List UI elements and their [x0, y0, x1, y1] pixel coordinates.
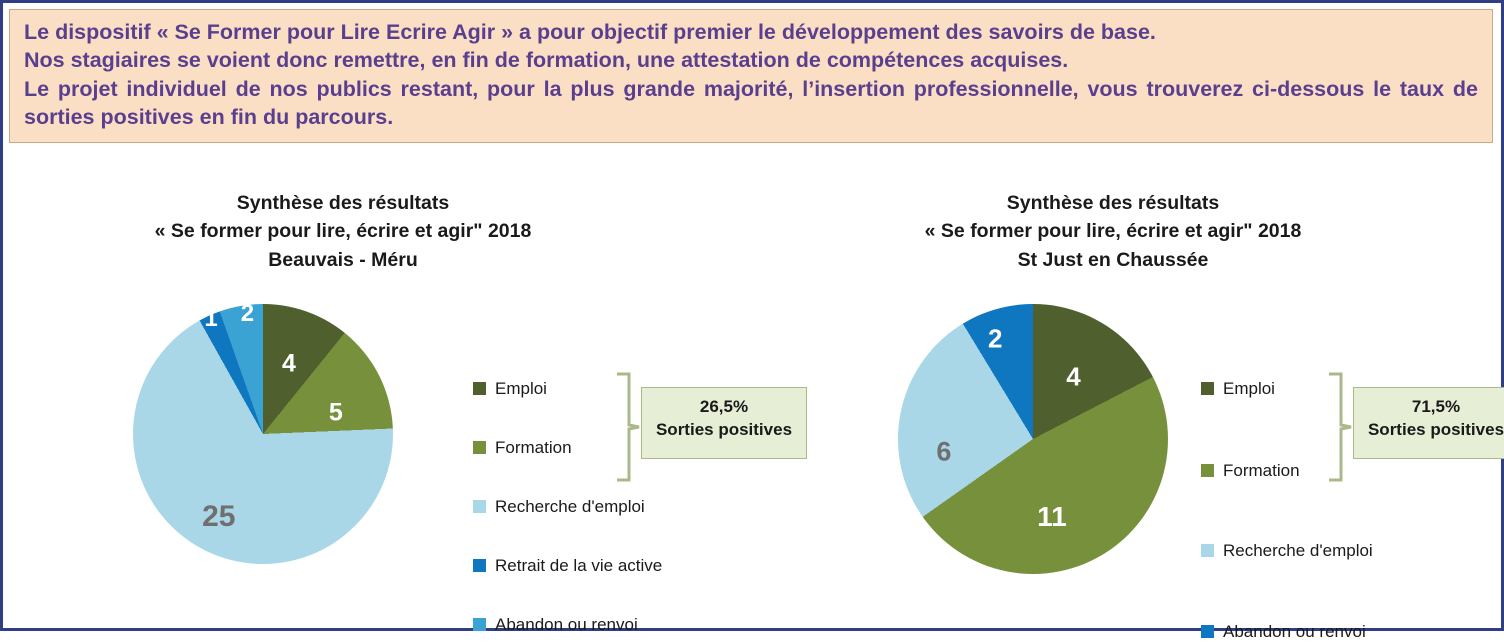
chart-left-callout-label: Sorties positives [655, 419, 793, 439]
legend-label-recherche: Recherche d'emploi [495, 496, 645, 516]
chart-right-callout [1353, 387, 1504, 459]
legend-swatch-retrait-icon [473, 559, 486, 572]
legend-swatch-emploi-icon [473, 382, 486, 395]
pie-left-label-emploi: 4 [282, 349, 296, 378]
pie-right-label-recherche: 6 [936, 436, 952, 467]
legend-item-emploi-left [473, 379, 547, 399]
legend-label-formation: Formation [495, 437, 572, 457]
legend-swatch-formation-icon [1201, 464, 1214, 477]
intro-banner [9, 9, 1493, 143]
pie-right-label-formation: 11 [1037, 501, 1067, 533]
pie-left-label-formation: 5 [328, 398, 343, 427]
pie-chart-right [898, 304, 1168, 574]
legend-item-retrait-left [473, 556, 662, 576]
legend-swatch-recherche-icon [473, 500, 486, 513]
intro-line-1: Le dispositif « Se Former pour Lire Ecrire Agir » a pour objectif premier le développement des savoirs de base. [24, 20, 1156, 44]
legend-item-formation-left [473, 438, 572, 458]
chart-right-title-line1: Synthèse des résultats [1006, 192, 1220, 214]
legend-item-abandon-left [473, 615, 638, 635]
chart-left-callout-value: 26,5% [699, 396, 749, 416]
chart-left-title-line3: Beauvais - Méru [268, 248, 418, 271]
pie-left-label-retrait: 1 [204, 305, 218, 333]
legend-item-emploi-right [1201, 379, 1275, 399]
intro-line-2: Nos stagiaires se voient donc remettre, en fin de formation, une attestation de compétences acquises. [24, 48, 1069, 73]
legend-swatch-abandon-icon [473, 618, 486, 631]
legend-label-abandon: Abandon ou renvoi [495, 614, 638, 634]
chart-left-brace-icon [615, 372, 641, 482]
chart-right-title-line3: St Just en Chaussée [1017, 248, 1209, 271]
chart-left-title-line1: Synthèse des résultats [236, 192, 450, 214]
legend-swatch-recherche-icon [1201, 544, 1214, 557]
legend-label-formation: Formation [1223, 460, 1300, 480]
pie-right-label-emploi: 4 [1066, 361, 1081, 392]
chart-left-title [43, 189, 643, 274]
legend-label-retrait: Retrait de la vie active [495, 555, 663, 575]
chart-left-callout [641, 387, 807, 459]
pie-left-label-recherche: 25 [202, 499, 236, 533]
legend-item-abandon-right [1201, 622, 1366, 642]
pie-left-label-abandon: 2 [240, 300, 255, 328]
pie-right-slices [898, 304, 1168, 574]
chart-right-callout-value: 71,5% [1411, 396, 1461, 416]
legend-swatch-emploi-icon [1201, 382, 1214, 395]
legend-swatch-formation-icon [473, 441, 486, 454]
legend-item-recherche-right [1201, 541, 1373, 561]
legend-item-recherche-left [473, 497, 645, 517]
legend-label-emploi: Emploi [1223, 378, 1275, 398]
legend-label-recherche: Recherche d'emploi [1223, 540, 1373, 560]
chart-right-title [823, 189, 1403, 274]
pie-right-label-abandon: 2 [987, 323, 1003, 354]
legend-label-emploi: Emploi [495, 378, 547, 398]
intro-line-3: Le projet individuel de nos publics restant, pour la plus grande majorité, l’insertion professionnelle, vous trouverez ci-dessous le taux de sorties positives en fin du parcours. [24, 76, 1478, 130]
pie-left-slices [133, 300, 393, 564]
chart-panel-st-just-en-chaussee [803, 189, 1504, 641]
chart-right-title-line2: « Se former pour lire, écrire et agir" 2018 [924, 220, 1302, 243]
chart-left-title-line2: « Se former pour lire, écrire et agir" 2018 [154, 220, 532, 243]
chart-panel-beauvais-meru [23, 189, 813, 634]
chart-right-brace-icon [1327, 372, 1353, 482]
legend-swatch-abandon-icon [1201, 625, 1214, 638]
chart-right-callout-label: Sorties positives [1367, 419, 1504, 439]
legend-label-abandon: Abandon ou renvoi [1223, 621, 1366, 641]
pie-chart-left [133, 300, 393, 564]
legend-item-formation-right [1201, 461, 1300, 481]
